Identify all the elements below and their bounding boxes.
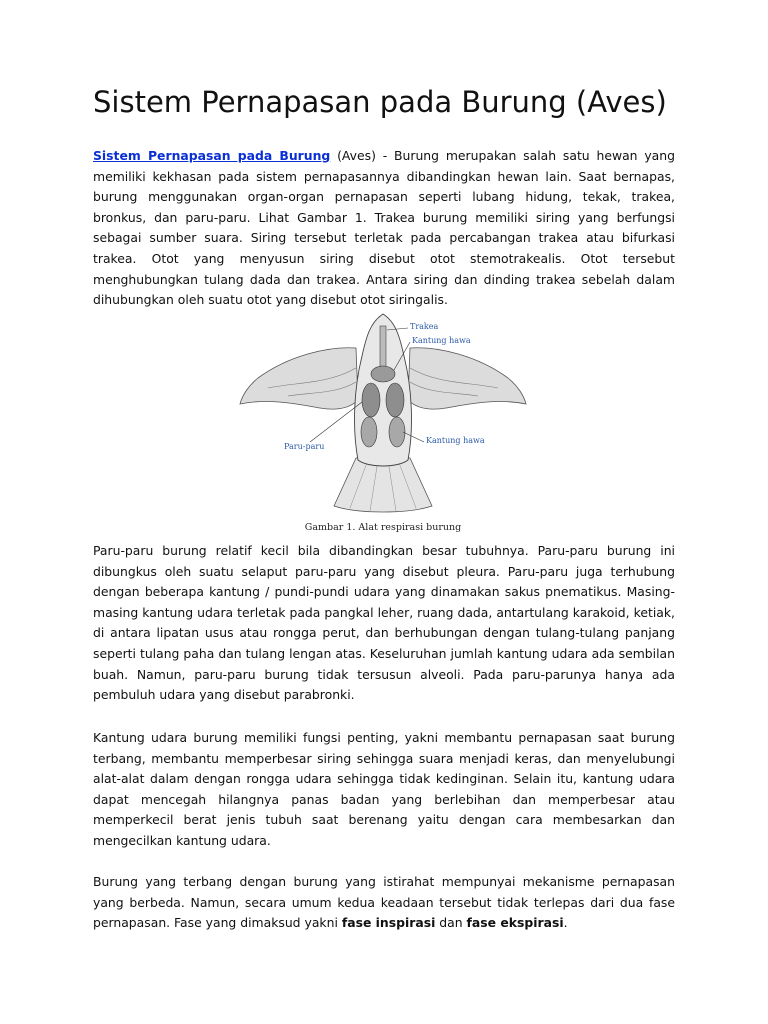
paragraph-air-sacs: Kantung udara burung memiliki fungsi penting, yakni membantu pernapasan saat burung terbang, membantu memperbesar siring sehingga suara menjadi keras, dan menyelubungi alat-alat dalam dengan rongga udara sehingga tidak kedinginan. Selain itu, kantung udara dapat mencegah hilangnya panas badan yang berlebihan dan memperbesar atau memperkecil berat jenis tubuh saat berenang yaitu dengan cara membesarkan dan mengecilkan kantung udara. — [93, 730, 675, 848]
bold-fase-inspirasi: fase inspirasi — [341, 915, 436, 931]
paragraph-phases — [93, 872, 675, 934]
figure-label-paru-paru: Paru-paru — [284, 442, 325, 451]
bold-fase-ekspirasi: fase ekspirasi — [466, 915, 564, 931]
figure-label-kantung-hawa-top: Kantung hawa — [412, 336, 471, 345]
connector-text: dan — [435, 915, 467, 931]
paragraph-intro — [93, 146, 675, 311]
paragraph-intro-text: (Aves) - Burung merupakan salah satu hewan yang memiliki kekhasan pada sistem pernapasannya dibandingkan hewan lain. Saat bernapas, burung menggunakan organ-organ pernapasan seperti lubang hidung, tekak, trakea, bronkus, dan paru-paru. Lihat Gambar 1. Trakea burung memiliki siring yang berfungsi sebagai sumber suara. Siring tersebut terletak pada percabangan trakea atau bifurkasi trakea. Otot yang menyusun siring disebut otot stemotrakealis. Otot tersebut menghubungkan tulang dada dan trakea. Antara siring dan dinding trakea sebelah dalam dihubungkan oleh suatu otot yang disebut otot siringalis. — [93, 148, 675, 308]
paragraph-phases-text: Burung yang terbang dengan burung yang istirahat mempunyai mekanisme pernapasan yang berbeda. Namun, secara umum kedua keadaan tersebut tidak terlepas dari dua fase pernapasan. Fase yang dimaksud yakni — [93, 874, 675, 931]
sentence-end: . — [563, 915, 568, 931]
article-link[interactable]: Sistem Pernapasan pada Burung — [93, 148, 331, 163]
bird-respiration-figure — [238, 308, 528, 536]
figure-label-trakea: Trakea — [410, 322, 439, 331]
paragraph-lungs: Paru-paru burung relatif kecil bila dibandingkan besar tubuhnya. Paru-paru burung ini dibungkus oleh suatu selaput paru-paru yang disebut pleura. Paru-paru juga terhubung dengan beberapa kantung / pundi-pundi udara yang dinamakan sakus pnematikus. Masing-masing kantung udara terletak pada pangkal leher, ruang dada, antartulang karakoid, ketiak, di antara lipatan usus atau rongga perut, dan berhubungan dengan tulang-tulang panjang seperti tulang paha dan tulang lengan atas. Keseluruhan jumlah kantung udara ada sembilan buah. Namun, paru-paru burung tidak tersusun alveoli. Pada paru-parunya hanya ada pembuluh udara yang disebut parabronki. — [93, 543, 675, 703]
page-title: Sistem Pernapasan pada Burung (Aves) — [93, 85, 667, 119]
figure-label-kantung-hawa-bottom: Kantung hawa — [426, 436, 485, 445]
bird-illustration — [238, 308, 528, 518]
figure-caption: Gambar 1. Alat respirasi burung — [304, 522, 462, 533]
